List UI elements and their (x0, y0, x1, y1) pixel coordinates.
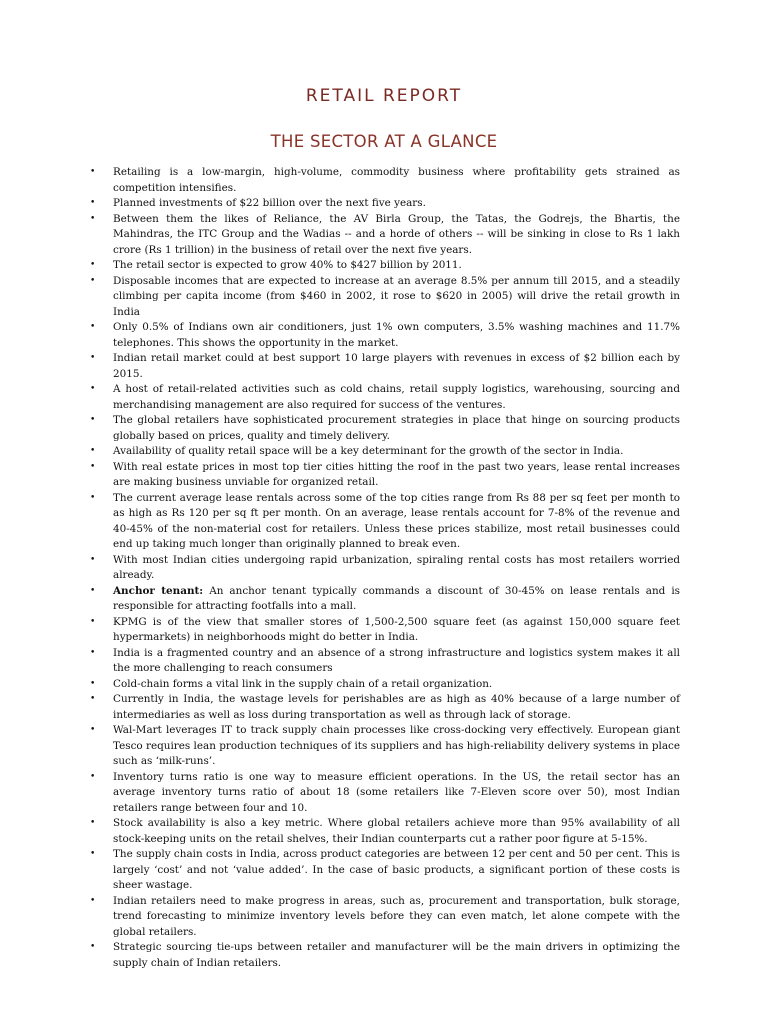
bullet-icon: • (90, 260, 96, 270)
bullet-icon: • (90, 616, 96, 627)
list-item (90, 460, 680, 491)
bullet-icon: • (90, 492, 96, 503)
list-item (90, 258, 680, 274)
list-item (90, 816, 680, 847)
list-item-text: Indian retailers need to make progress in areas, such as, procurement and transportation, bulk storage, trend forecasting to minimize inventory levels before they can even match, let alone compete with the global retailers. (113, 894, 680, 938)
list-item-text: Strategic sourcing tie-ups between retailer and manufacturer will be the main drivers in optimizing the supply chain of Indian retailers. (113, 941, 680, 969)
bullet-icon: • (90, 895, 96, 906)
list-item (90, 320, 680, 351)
bullet-icon: • (90, 647, 96, 658)
bullet-icon: • (90, 384, 96, 394)
list-item (90, 615, 680, 646)
list-item-text: With real estate prices in most top tier cities hitting the roof in the past two years, lease rental increases are making business unviable for organized retail. (113, 460, 680, 488)
list-item (90, 847, 680, 894)
list-item-text: The current average lease rentals across some of the top cities range from Rs 88 per sq feet per month to as high as Rs 120 per sq ft per month. On an average, lease rentals account for 7-8% of the revenue and 40-45% of the non-material cost for retailers. Unless these prices stabilize, most retail businesses could end up taking much longer than originally planned to break even. (113, 491, 680, 550)
bullet-icon: • (90, 275, 96, 286)
document-subtitle: THE SECTOR AT A GLANCE (270, 132, 498, 151)
list-item-text: Disposable incomes that are expected to increase at an average 8.5% per annum till 2015, and a steadily climbing per capita income (from $460 in 2002, it rose to $620 in 2005) will drive the retail growth in India (113, 274, 680, 318)
list-item (90, 894, 680, 941)
list-item-text: A host of retail-related activities such as cold chains, retail supply logistics, warehousing, sourcing and merchandising management are also required for success of the ventures. (113, 383, 680, 411)
bullet-icon: • (90, 678, 96, 689)
list-item (90, 413, 680, 444)
list-item-text: Stock availability is also a key metric. Where global retailers achieve more than 95% availability of all stock-keeping units on the retail shelves, their Indian counterparts cut a rather poor figure at 5-15%. (113, 817, 680, 845)
bullet-icon: • (90, 725, 96, 735)
list-item-text: Planned investments of $22 billion over the next five years. (113, 197, 426, 209)
bullet-icon: • (90, 694, 96, 704)
bullet-icon: • (90, 461, 96, 472)
list-item-text: The retail sector is expected to grow 40% to $427 billion by 2011. (113, 259, 462, 271)
list-item-text: Only 0.5% of Indians own air conditioners, just 1% own computers, 3.5% washing machines and 11.7% telephones. This shows the opportunity in the market. (113, 321, 680, 349)
list-item-text: Inventory turns ratio is one way to measure efficient operations. In the US, the retail sector has an average inventory turns ratio of about 18 (some retailers like 7-Eleven score over 50), most Indian retailers range between four and 10. (113, 770, 680, 814)
list-item (90, 677, 680, 693)
bullet-icon: • (90, 818, 96, 828)
list-item-text: With most Indian cities undergoing rapid urbanization, spiraling rental costs has most retailers worried already. (113, 553, 680, 581)
list-item (90, 553, 680, 584)
list-item-text: Between them the likes of Reliance, the AV Birla Group, the Tatas, the Godrejs, the Bhartis, the Mahindras, the ITC Group and the Wadias -- and a horde of others -- will be sinking in close to Rs 1 lakh crore (Rs 1 trillion) in the business of retail over the next five years. (113, 212, 680, 256)
list-item (90, 196, 680, 212)
bullet-icon: • (90, 353, 96, 363)
list-item (90, 646, 680, 677)
list-item (90, 165, 680, 196)
bullet-icon: • (90, 849, 96, 859)
list-item-text: Wal-Mart leverages IT to track supply chain processes like cross-docking very effectively. European giant Tesco requires lean production techniques of its suppliers and has high-reliability delivery systems in place such as ‘milk-runs’. (113, 724, 680, 767)
list-item (90, 491, 680, 553)
list-item (90, 444, 680, 460)
bullet-list (90, 165, 680, 971)
list-item (90, 584, 680, 615)
list-item (90, 770, 680, 817)
bullet-icon: • (90, 771, 96, 782)
list-item-text: Cold-chain forms a vital link in the supply chain of a retail organization. (113, 677, 493, 690)
bullet-icon: • (90, 554, 96, 565)
list-item (90, 212, 680, 259)
list-item (90, 692, 680, 723)
list-item-text: The global retailers have sophisticated procurement strategies in place that hinge on sourcing products globally based on prices, quality and timely delivery. (113, 414, 680, 442)
list-item-text: The supply chain costs in India, across product categories are between 12 per cent and 50 per cent. This is largely ‘cost’ and not ‘value added’. In the case of basic products, a significant portion of these costs is sheer wastage. (113, 848, 680, 891)
bullet-icon: • (90, 167, 96, 177)
list-item (90, 723, 680, 770)
list-item (90, 940, 680, 971)
bullet-icon: • (90, 415, 96, 425)
bullet-icon: • (90, 198, 96, 208)
list-item-text: India is a fragmented country and an absence of a strong infrastructure and logistics system makes it all the more challenging to reach consumers (113, 646, 680, 674)
list-item-text: KPMG is of the view that smaller stores of 1,500-2,500 square feet (as against 150,000 square feet hypermarkets) in neighborhoods might do better in India. (113, 615, 680, 643)
list-item-text: Availability of quality retail space will be a key determinant for the growth of the sector in India. (113, 445, 624, 457)
list-item-text: Currently in India, the wastage levels for perishables are as high as 40% because of a large number of intermediaries as well as loss during transportation as well as through lack of storage. (113, 693, 680, 721)
list-item (90, 274, 680, 321)
bullet-icon: • (90, 942, 96, 952)
list-item-text: Retailing is a low-margin, high-volume, commodity business where profitability gets strained as competition intensifies. (113, 166, 680, 194)
list-item (90, 382, 680, 413)
document-title: RETAIL REPORT (305, 86, 463, 106)
list-item-text: Indian retail market could at best support 10 large players with revenues in excess of $2 billion each by 2015. (113, 352, 680, 380)
bullet-icon: • (90, 213, 96, 224)
bullet-icon: • (90, 585, 96, 596)
bullet-icon: • (90, 322, 96, 332)
list-item-lead: Anchor tenant: (113, 584, 204, 597)
list-item-text: An anchor tenant typically commands a discount of 30-45% on lease rentals and is responsible for attracting footfalls into a mall. (113, 584, 680, 612)
bullet-icon: • (90, 446, 96, 456)
list-item (90, 351, 680, 382)
